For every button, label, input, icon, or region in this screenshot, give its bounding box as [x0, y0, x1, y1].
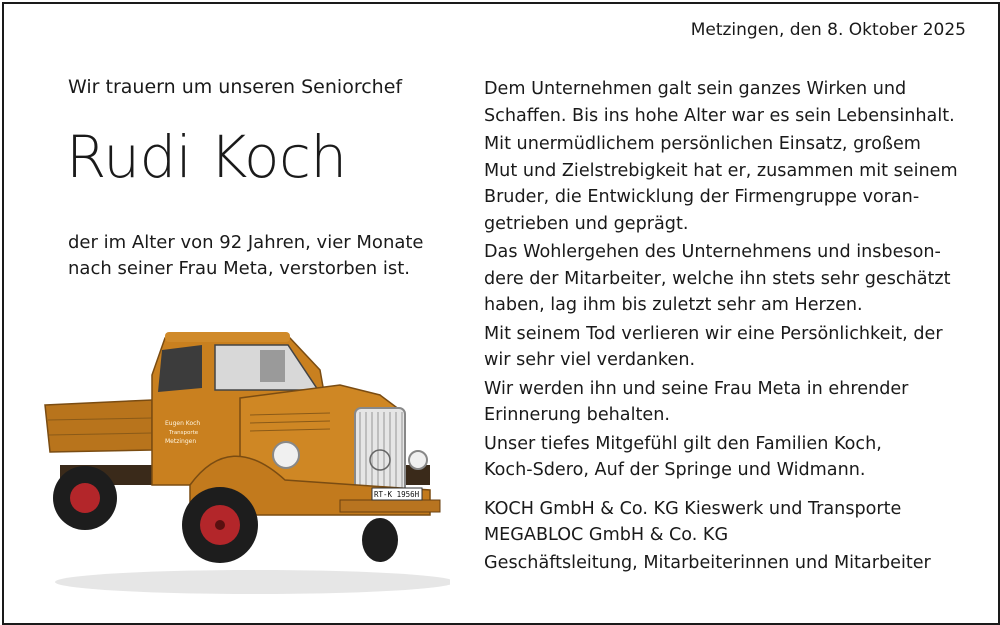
tribute-paragraph: [484, 376, 974, 429]
tribute-line: Wir werden ihn und seine Frau Meta in ehrender: [484, 378, 909, 399]
death-subtitle: [68, 230, 448, 282]
tribute-line: getrieben und geprägt.: [484, 213, 689, 234]
tribute-line: Schaffen. Bis ins hohe Alter war es sein Lebensinhalt.: [484, 105, 955, 126]
tribute-line: wir sehr viel verdanken.: [484, 350, 696, 370]
tribute-line: Bruder, die Entwicklung der Firmengruppe voran-: [484, 187, 920, 207]
truck-door-text: Transporte: [169, 430, 199, 436]
subtitle-line: nach seiner Frau Meta, verstorben ist.: [68, 258, 411, 279]
deceased-name: Rudi Koch: [66, 123, 347, 191]
tribute-text: [484, 76, 974, 486]
tribute-line: dere der Mitarbeiter, welche ihn stets sehr geschätzt: [484, 268, 951, 289]
tribute-paragraph: [484, 76, 974, 129]
intro-text: Wir trauern um unseren Seniorchef: [68, 76, 403, 98]
tribute-line: Erinnerung behalten.: [484, 405, 670, 425]
tribute-line: Mit unermüdlichem persönlichen Einsatz, großem: [484, 134, 921, 154]
tribute-paragraph: [484, 321, 974, 374]
tribute-line: Koch-Sdero, Auf der Springe und Widmann.: [484, 460, 866, 480]
company-signature: [484, 496, 901, 548]
license-plate: RT-K 1956H: [374, 490, 420, 499]
tribute-paragraph: [484, 131, 974, 237]
tribute-line: haben, lag ihm bis zuletzt sehr am Herzen.: [484, 295, 863, 315]
staff-signature: Geschäftsleitung, Mitarbeiterinnen und Mitarbeiter: [484, 553, 931, 573]
subtitle-line: der im Alter von 92 Jahren, vier Monate: [68, 232, 424, 253]
tribute-line: Dem Unternehmen galt sein ganzes Wirken und: [484, 79, 907, 99]
tribute-paragraph: [484, 239, 974, 319]
tribute-line: Mut und Zielstrebigkeit hat er, zusammen mit seinem: [484, 160, 958, 181]
company-name: KOCH GmbH & Co. KG Kieswerk und Transporte: [484, 499, 902, 519]
tribute-line: Mit seinem Tod verlieren wir eine Persönlichkeit, der: [484, 323, 943, 344]
truck-door-text: Eugen Koch: [165, 420, 201, 427]
place-date: Metzingen, den 8. Oktober 2025: [690, 20, 966, 40]
truck-door-text: Metzingen: [165, 438, 197, 445]
vintage-truck-image: [40, 320, 450, 600]
tribute-paragraph: [484, 431, 974, 484]
company-name: MEGABLOC GmbH & Co. KG: [484, 525, 729, 545]
tribute-line: Unser tiefes Mitgefühl gilt den Familien Koch,: [484, 433, 882, 454]
tribute-line: Das Wohlergehen des Unternehmens und insbeson-: [484, 242, 941, 262]
